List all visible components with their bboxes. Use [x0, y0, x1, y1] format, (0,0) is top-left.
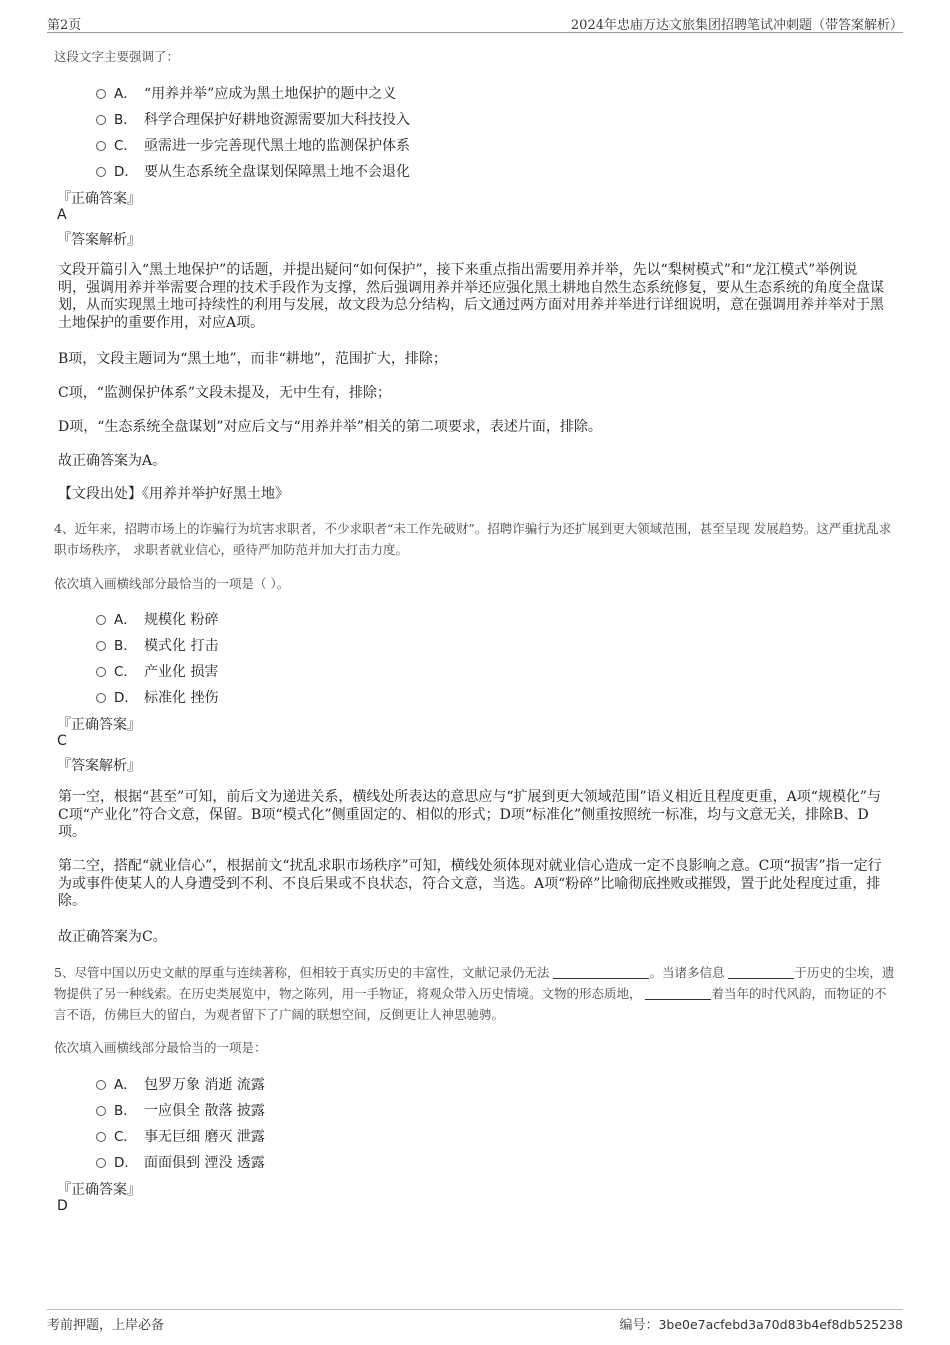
radio-icon[interactable]: [96, 1158, 106, 1168]
radio-icon[interactable]: [96, 167, 106, 177]
radio-icon[interactable]: [96, 141, 106, 151]
radio-icon[interactable]: [96, 89, 106, 99]
q4-analysis-second: 第二空，搭配“就业信心”，根据前文“扰乱求职市场秩序”可知，横线处须体现对就业信心造成一定不良影响之意。C项“损害”指一定行为或事件使某人的人身遭受到不利、不良后果或不良状态，符合文意，当选。A项“粉碎”比喻彻底挫败或摧毁，置于此处程度过重，排除。: [58, 858, 882, 909]
q3-answer-label: 『正确答案』: [57, 191, 141, 207]
q3-analysis-label: 『答案解析』: [57, 232, 141, 248]
q3-stem: 这段文字主要强调了：: [54, 49, 180, 64]
q5-stem: 5、尽管中国以历史文献的厚重与连续著称，但相较于真实历史的丰富性，文献记录仍无法 。当诸多信息 于历史的尘埃，遗物提供了另一种线索。在历史类展览中，物之陈列，用一手物证，将观众带入历史情境。文物的形态质地， 着当年的时代风韵，而物证的不言不语，仿佛巨大的留白，为观者留下了广阔的联想空间，反倒更让人神思驰骋。: [54, 965, 895, 1022]
document-code: 编号：3be0e7acfebd3a70d83b4ef8db525238: [619, 1317, 903, 1333]
q3-option-a[interactable]: A． “用养并举”应成为黑土地保护的题中之义: [96, 82, 396, 103]
q3-option-d[interactable]: D． 要从生态系统全盘谋划保障黑土地不会退化: [96, 160, 410, 181]
q4-option-d[interactable]: D． 标准化 挫伤: [96, 686, 218, 707]
radio-icon[interactable]: [96, 115, 106, 125]
q4-answer-label: 『正确答案』: [57, 717, 141, 733]
q4-option-c[interactable]: C． 产业化 损害: [96, 660, 218, 681]
q5-option-d[interactable]: D． 面面俱到 湮没 透露: [96, 1151, 265, 1172]
q4-analysis-label: 『答案解析』: [57, 758, 141, 774]
q4-option-a[interactable]: A． 规模化 粉碎: [96, 608, 218, 629]
q3-source: 【文段出处】《用养并举护好黑土地》: [58, 486, 289, 502]
q4-stem: 4、近年来，招聘市场上的诈骗行为坑害求职者，不少求职者“未工作先破财”。招聘诈骗行为还扩展到更大领域范围，甚至呈现 发展趋势。这严重扰乱求职市场秩序， 求职者就业信心，亟待严加防范并加大打击力度。: [54, 521, 892, 557]
blank-2[interactable]: [728, 965, 794, 979]
q5-option-b[interactable]: B． 一应俱全 散落 披露: [96, 1099, 265, 1120]
q4-conclusion: 故正确答案为C。: [58, 929, 167, 945]
q3-option-c[interactable]: C． 亟需进一步完善现代黑土地的监测保护体系: [96, 134, 410, 155]
radio-icon[interactable]: [96, 667, 106, 677]
q4-answer: C: [57, 733, 67, 749]
q3-conclusion: 故正确答案为A。: [58, 453, 167, 469]
q3-analysis-main: 文段开篇引入“黑土地保护”的话题，并提出疑问“如何保护”，接下来重点指出需要用养并举，先以“梨树模式”和“龙江模式”举例说明，强调用养并举需要合理的技术手段作为支撑，然后强调用养并举还应强化黑土耕地自然生态系统修复，要从生态系统的角度全盘谋划，从而实现黑土地可持续性的利用与发展，故文段为总分结构，后文通过两方面对用养并举进行详细说明，意在强调用养并举对于黑土地保护的重要作用，对应A项。: [58, 262, 884, 331]
q3-option-b[interactable]: B． 科学合理保护好耕地资源需要加大科技投入: [96, 108, 410, 129]
q3-analysis-b: B项，文段主题词为“黑土地”，而非“耕地”，范围扩大，排除；: [58, 351, 447, 367]
radio-icon[interactable]: [96, 615, 106, 625]
q5-answer-label: 『正确答案』: [57, 1182, 141, 1198]
blank-3[interactable]: [645, 986, 711, 1000]
q5-answer: D: [57, 1198, 68, 1214]
footer-slogan: 考前押题，上岸必备: [47, 1318, 165, 1333]
q5-option-a[interactable]: A． 包罗万象 消逝 流露: [96, 1073, 265, 1094]
q4-analysis-first: 第一空，根据“甚至”可知，前后文为递进关系，横线处所表达的意思应与“扩展到更大领域范围”语义相近且程度更重，A项“规模化”与C项“产业化”符合文意，保留。B项“模式化”侧重固定的、相似的形式；D项“标准化”侧重按照统一标准，均与文意无关，排除B、D项。: [58, 789, 882, 840]
radio-icon[interactable]: [96, 693, 106, 703]
radio-icon[interactable]: [96, 1080, 106, 1090]
q4-option-b[interactable]: B． 模式化 打击: [96, 634, 218, 655]
footer-divider: [47, 1309, 903, 1310]
header-divider: [47, 32, 903, 33]
blank-1[interactable]: [553, 965, 649, 979]
document-title: 2024年忠庙万达文旅集团招聘笔试冲刺题（带答案解析）: [570, 18, 903, 33]
radio-icon[interactable]: [96, 1106, 106, 1116]
q3-analysis-d: D项，“生态系统全盘谋划”对应后文与“用养并举”相关的第二项要求，表述片面，排除。: [58, 419, 602, 435]
radio-icon[interactable]: [96, 641, 106, 651]
q5-option-c[interactable]: C． 事无巨细 磨灭 泄露: [96, 1125, 265, 1146]
page-number: 第2页: [47, 18, 82, 33]
q3-answer: A: [57, 207, 67, 223]
radio-icon[interactable]: [96, 1132, 106, 1142]
q5-prompt: 依次填入画横线部分最恰当的一项是：: [54, 1040, 267, 1055]
q3-analysis-c: C项，“监测保护体系”文段未提及，无中生有，排除；: [58, 385, 392, 401]
q4-prompt: 依次填入画横线部分最恰当的一项是（ ）。: [54, 576, 290, 591]
